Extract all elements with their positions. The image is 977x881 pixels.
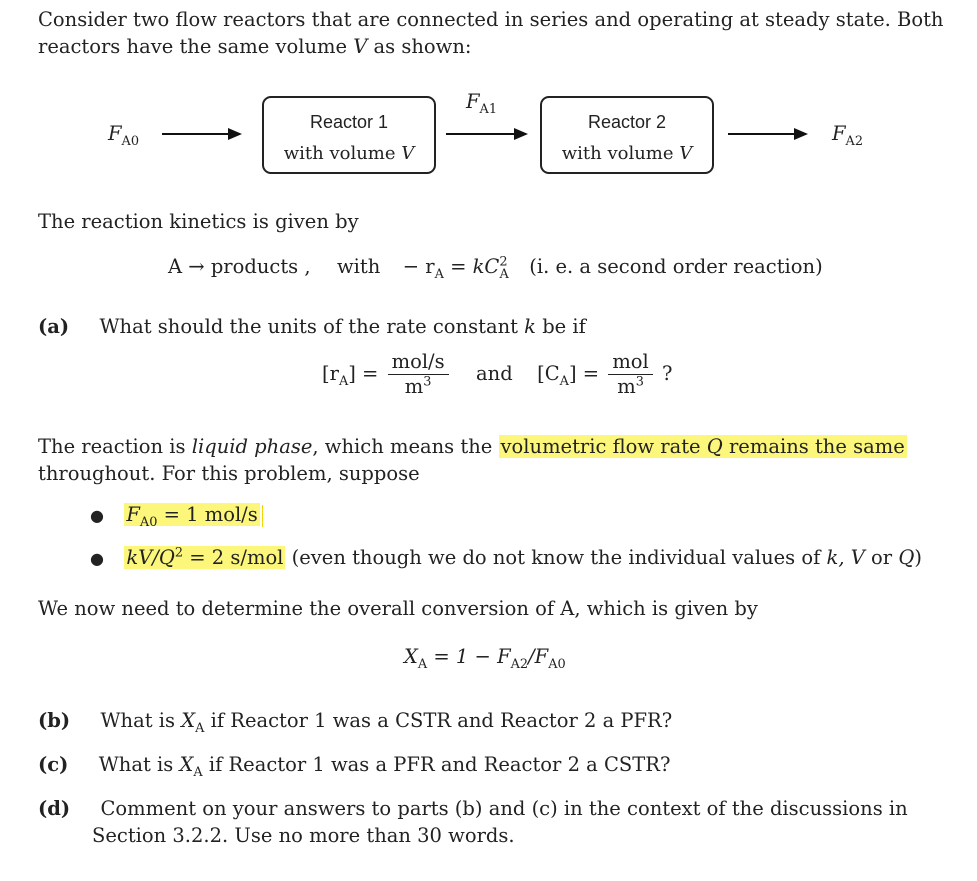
ca-sub: A: [559, 373, 569, 389]
part-c-post: if Reactor 1 was a PFR and Reactor 2 a CSTR?: [202, 753, 671, 776]
ra-units-fraction: [388, 350, 449, 399]
ca-den: [608, 375, 652, 399]
ca-num: mol: [608, 350, 652, 375]
mid-flow-label: [466, 90, 497, 117]
liquid-highlight-pre: volumetric flow rate: [500, 435, 707, 458]
part-a-question: [38, 315, 586, 338]
reactor-1-volume-var: V: [401, 143, 415, 164]
reactor-1-box: [262, 96, 436, 174]
reactor-1-volume: [264, 143, 434, 164]
part-a-label: (a): [38, 315, 70, 338]
kinetics-with: with: [336, 255, 381, 278]
bullet-1: [90, 503, 263, 530]
inlet-flow-sub: A0: [121, 133, 139, 149]
mid-flow-sub: A1: [479, 101, 497, 117]
liquid-line-1: [38, 435, 907, 458]
intro-line-2-var: V: [353, 35, 368, 58]
part-c-label: (c): [38, 753, 69, 776]
liquid-pre: The reaction is: [38, 435, 192, 458]
liquid-line-2: throughout. For this problem, suppose: [38, 462, 420, 485]
kinetics-rate-pre: − r: [402, 255, 435, 278]
reactor-2-volume-pre: with volume: [561, 143, 680, 164]
liquid-italic: liquid phase: [191, 435, 313, 458]
bullet-2-note-or: or: [864, 546, 899, 569]
kinetics-rate-eq: = kC: [443, 255, 500, 278]
mid-arrow: [446, 133, 526, 135]
outlet-arrow: [728, 133, 806, 135]
conversion-intro: We now need to determine the overall conversion of A, which is given by: [38, 597, 758, 620]
kinetics-c-sub: A: [499, 266, 509, 282]
ra-sub: A: [338, 373, 349, 389]
bullet-1-sub: A0: [139, 514, 158, 530]
part-b-sub: A: [195, 720, 205, 736]
bullet-2-note-vars: k, V: [826, 546, 865, 569]
ra-den-sup: 3: [423, 374, 432, 390]
part-d-label: (d): [38, 797, 71, 820]
inlet-arrow: [162, 133, 240, 135]
bullet-2-note-pre: (even though we do not know the individual values of: [285, 546, 827, 569]
intro-line-2: [38, 35, 471, 58]
reactor-2-volume: [542, 143, 712, 164]
inlet-flow-var: F: [108, 122, 122, 145]
ca-lhs: [C: [537, 362, 560, 385]
kinetics-intro: The reaction kinetics is given by: [38, 210, 359, 233]
bullet-2-expr: kV/Q: [126, 546, 175, 569]
ra-close: ] =: [348, 362, 379, 385]
ca-close: ] =: [568, 362, 600, 385]
units-qmark: ?: [661, 362, 673, 385]
bullet-2-sup: 2: [174, 545, 184, 561]
reactor-2-box: [540, 96, 714, 174]
reactor-2-title: Reactor 2: [587, 112, 667, 132]
bullet-1-highlight: [124, 503, 259, 530]
conversion-lhs: X: [404, 645, 418, 668]
liquid-mid: , which means the: [312, 435, 499, 458]
text-cursor: [262, 505, 263, 527]
outlet-flow-label: [832, 122, 863, 149]
part-b-post: if Reactor 1 was a CSTR and Reactor 2 a PFR?: [204, 709, 673, 732]
bullet-2-note-post: ): [914, 546, 922, 569]
liquid-highlight-post: remains the same: [722, 435, 905, 458]
bullet-1-val: = 1 mol/s: [157, 503, 258, 526]
part-d-line-1: Comment on your answers to parts (b) and (c) in the context of the discussions in: [100, 797, 908, 820]
part-b-var: X: [181, 709, 196, 732]
kinetics-rate-sub: A: [434, 266, 444, 282]
part-d-question: [38, 797, 908, 820]
bullet-1-dot: ●: [90, 506, 104, 525]
kinetics-reaction: A → products ,: [168, 255, 311, 278]
kinetics-equation: [168, 254, 823, 282]
part-c-sub: A: [193, 764, 203, 780]
ra-den-base: m: [404, 375, 424, 398]
part-b-question: [38, 709, 673, 736]
bullet-2-highlight: [124, 546, 285, 569]
liquid-highlight-var: Q: [706, 435, 723, 458]
conversion-rhs-sub1: A2: [510, 656, 529, 672]
bullet-1-var: F: [126, 503, 140, 526]
conversion-equation: [404, 645, 566, 672]
ra-num: mol/s: [388, 350, 449, 375]
part-d-line-2: Section 3.2.2. Use no more than 30 words.: [92, 824, 515, 847]
ca-units-fraction: [608, 350, 652, 399]
reactor-1-title: Reactor 1: [309, 112, 389, 132]
part-a-units-equation: [322, 350, 672, 399]
bullet-2: [90, 546, 922, 569]
ra-den: [388, 375, 449, 399]
part-c-question: [38, 753, 671, 780]
liquid-highlight: [499, 435, 907, 458]
units-and: and: [476, 362, 513, 385]
kinetics-note: (i. e. a second order reaction): [529, 255, 823, 278]
part-a-text-post: be if: [536, 315, 586, 338]
part-c-pre: What is: [98, 753, 180, 776]
reactor-1-volume-pre: with volume: [283, 143, 402, 164]
mid-flow-var: F: [466, 90, 480, 113]
outlet-flow-sub: A2: [845, 133, 863, 149]
conversion-rhs-mid: /F: [528, 645, 549, 668]
ra-units-lhs: [322, 362, 379, 389]
ra-lhs: [r: [322, 362, 339, 385]
part-a-text-pre: What should the units of the rate constant: [99, 315, 525, 338]
ca-den-sup: 3: [635, 374, 644, 390]
intro-line-1: Consider two flow reactors that are connected in series and operating at steady state. Both: [38, 8, 944, 31]
ca-units-lhs: [537, 362, 600, 389]
part-b-pre: What is: [100, 709, 182, 732]
outlet-flow-var: F: [832, 122, 846, 145]
reactor-2-volume-var: V: [679, 143, 693, 164]
conversion-rhs-pre: = 1 − F: [427, 645, 511, 668]
intro-line-2-pre: reactors have the same volume: [38, 35, 354, 58]
part-b-label: (b): [38, 709, 71, 732]
part-c-var: X: [179, 753, 194, 776]
ca-den-base: m: [617, 375, 636, 398]
bullet-2-note-q: Q: [898, 546, 915, 569]
conversion-lhs-sub: A: [417, 656, 428, 672]
inlet-flow-label: [108, 122, 139, 149]
bullet-2-dot: ●: [90, 549, 104, 568]
intro-line-2-post: as shown:: [367, 35, 472, 58]
bullet-2-val: = 2 s/mol: [183, 546, 284, 569]
kinetics-c-sup: 2: [499, 254, 508, 270]
part-a-var: k: [524, 315, 536, 338]
kinetics-rate: [402, 254, 509, 282]
conversion-rhs-sub2: A0: [548, 656, 566, 672]
